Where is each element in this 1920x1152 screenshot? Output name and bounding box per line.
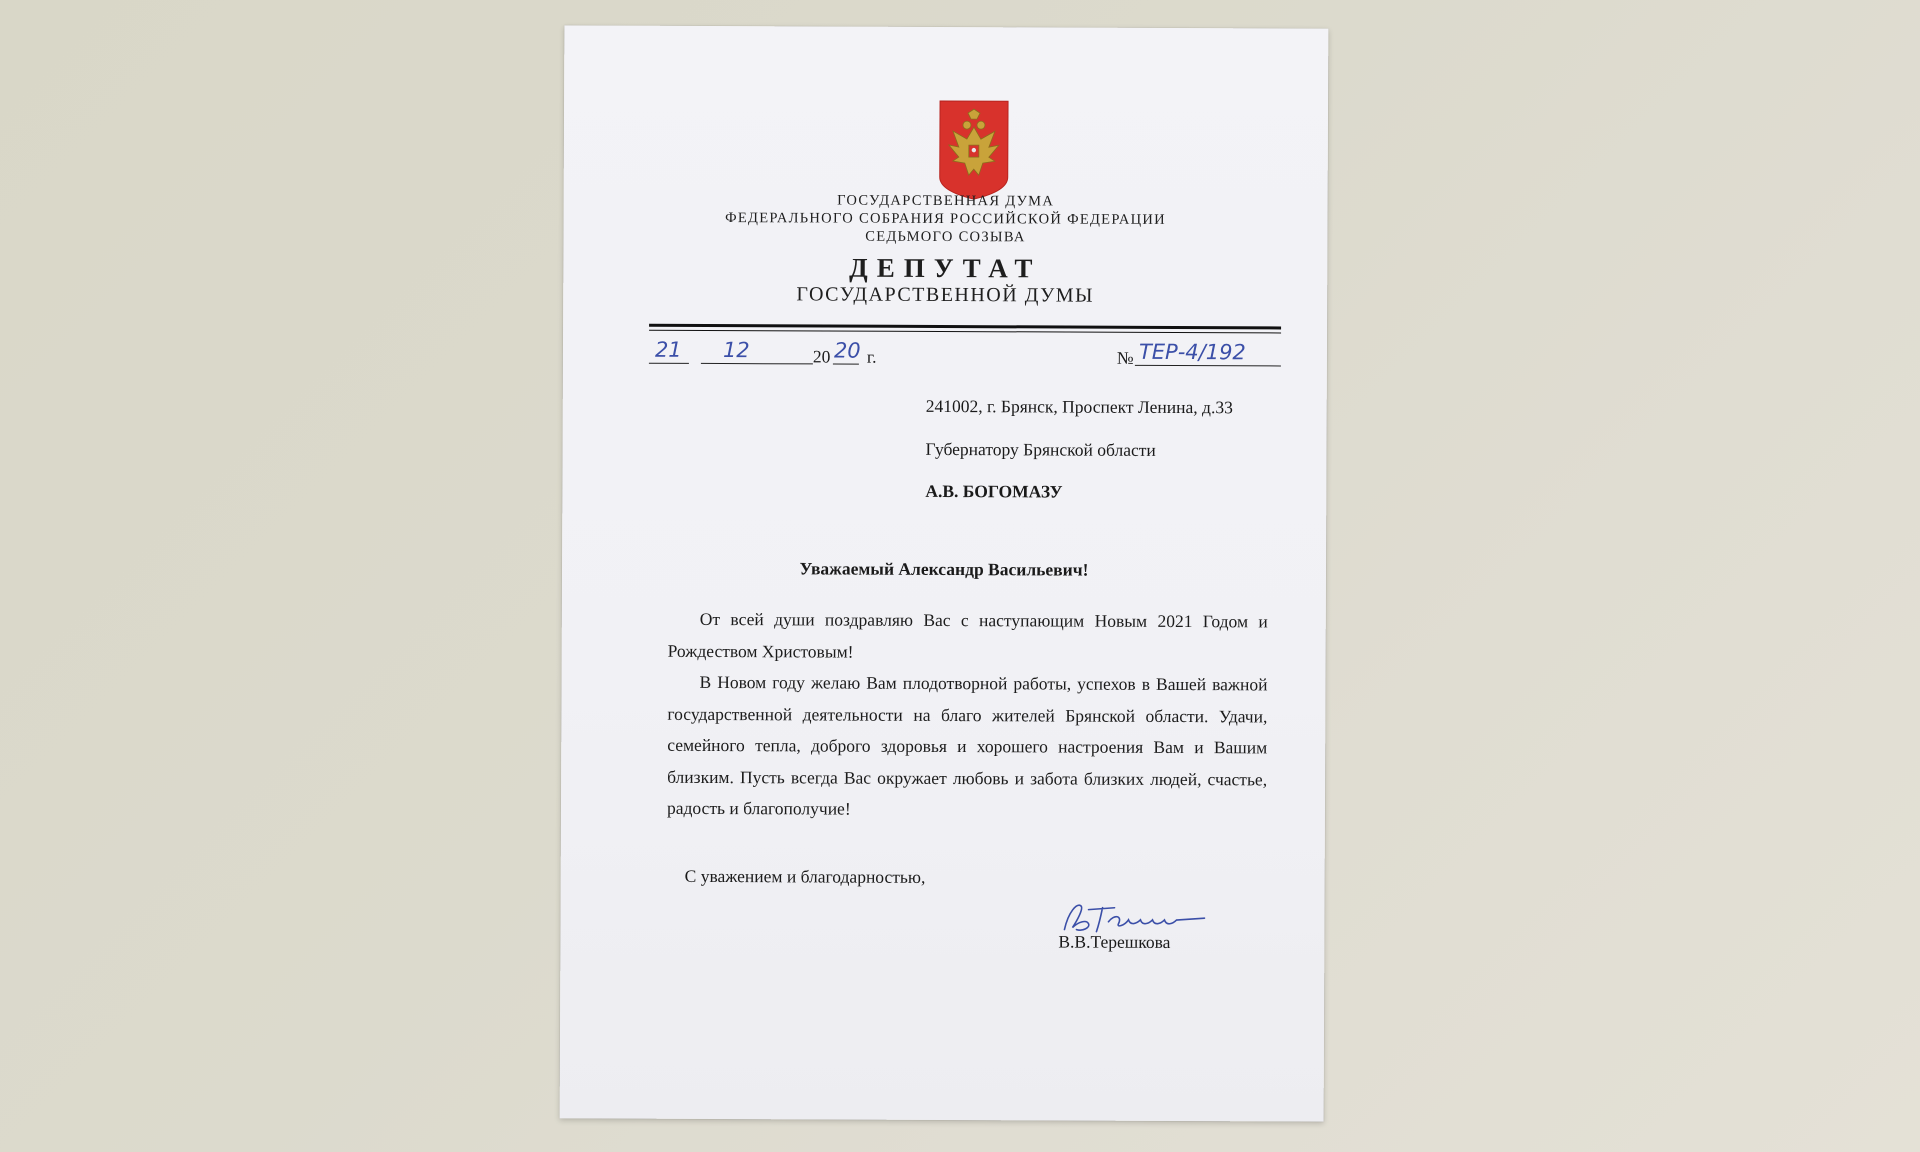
header-line-3: СЕДЬМОГО СОЗЫВА [865,228,1026,246]
recipient-name: А.В. БОГОМАЗУ [925,480,1063,502]
coat-of-arms-icon [937,99,1011,201]
reg-number-symbol: № [1116,347,1134,368]
header-line-2: ФЕДЕРАЛЬНОГО СОБРАНИЯ РОССИЙСКОЙ ФЕДЕРАЦИИ [725,210,1167,228]
date-year-underline [833,364,859,365]
date-year-suffix: 20 [833,338,861,363]
date-year-prefix: 20 [812,346,831,367]
date-month-underline [701,363,813,364]
salutation: Уважаемый Александр Васильевич! [799,558,1089,580]
closing: С уважением и благодарностью, [684,865,926,887]
reg-number-underline [1135,365,1281,367]
date-year-end: г. [866,346,877,367]
header-title: ДЕПУТАТ [849,252,1042,284]
header-rule-thick [649,324,1281,330]
letter-sheet [560,25,1329,1121]
paragraph-2: В Новом году желаю Вам плодотворной работы, успехов в Вашей важной государственной деятельности на благо жителей Брянской области. Удачи, семейного тепла, доброго здоровья и хорошего настроения Вам и Вашим близким. Пусть всегда Вас окружает любовь и забота близких людей, счастье, радость и благополучие! [666,671,1268,819]
reg-number-value: ТЕР-4/192 [1138,339,1246,365]
header-line-1: ГОСУДАРСТВЕННАЯ ДУМА [837,192,1055,210]
recipient-address: 241002, г. Брянск, Проспект Ленина, д.33 [925,395,1233,418]
date-day: 21 [654,337,682,362]
paragraph-1: От всей души поздравляю Вас с наступающим Новым 2021 Годом и Рождеством Христовым! [667,608,1268,662]
date-month: 12 [722,338,750,363]
header-rule-thin [649,330,1281,334]
recipient-position: Губернатору Брянской области [925,438,1156,460]
signature-name: В.В.Терешкова [1058,931,1171,952]
header-subtitle: ГОСУДАРСТВЕННОЙ ДУМЫ [796,283,1095,307]
date-day-underline [649,363,689,364]
letter-body [667,604,1268,827]
